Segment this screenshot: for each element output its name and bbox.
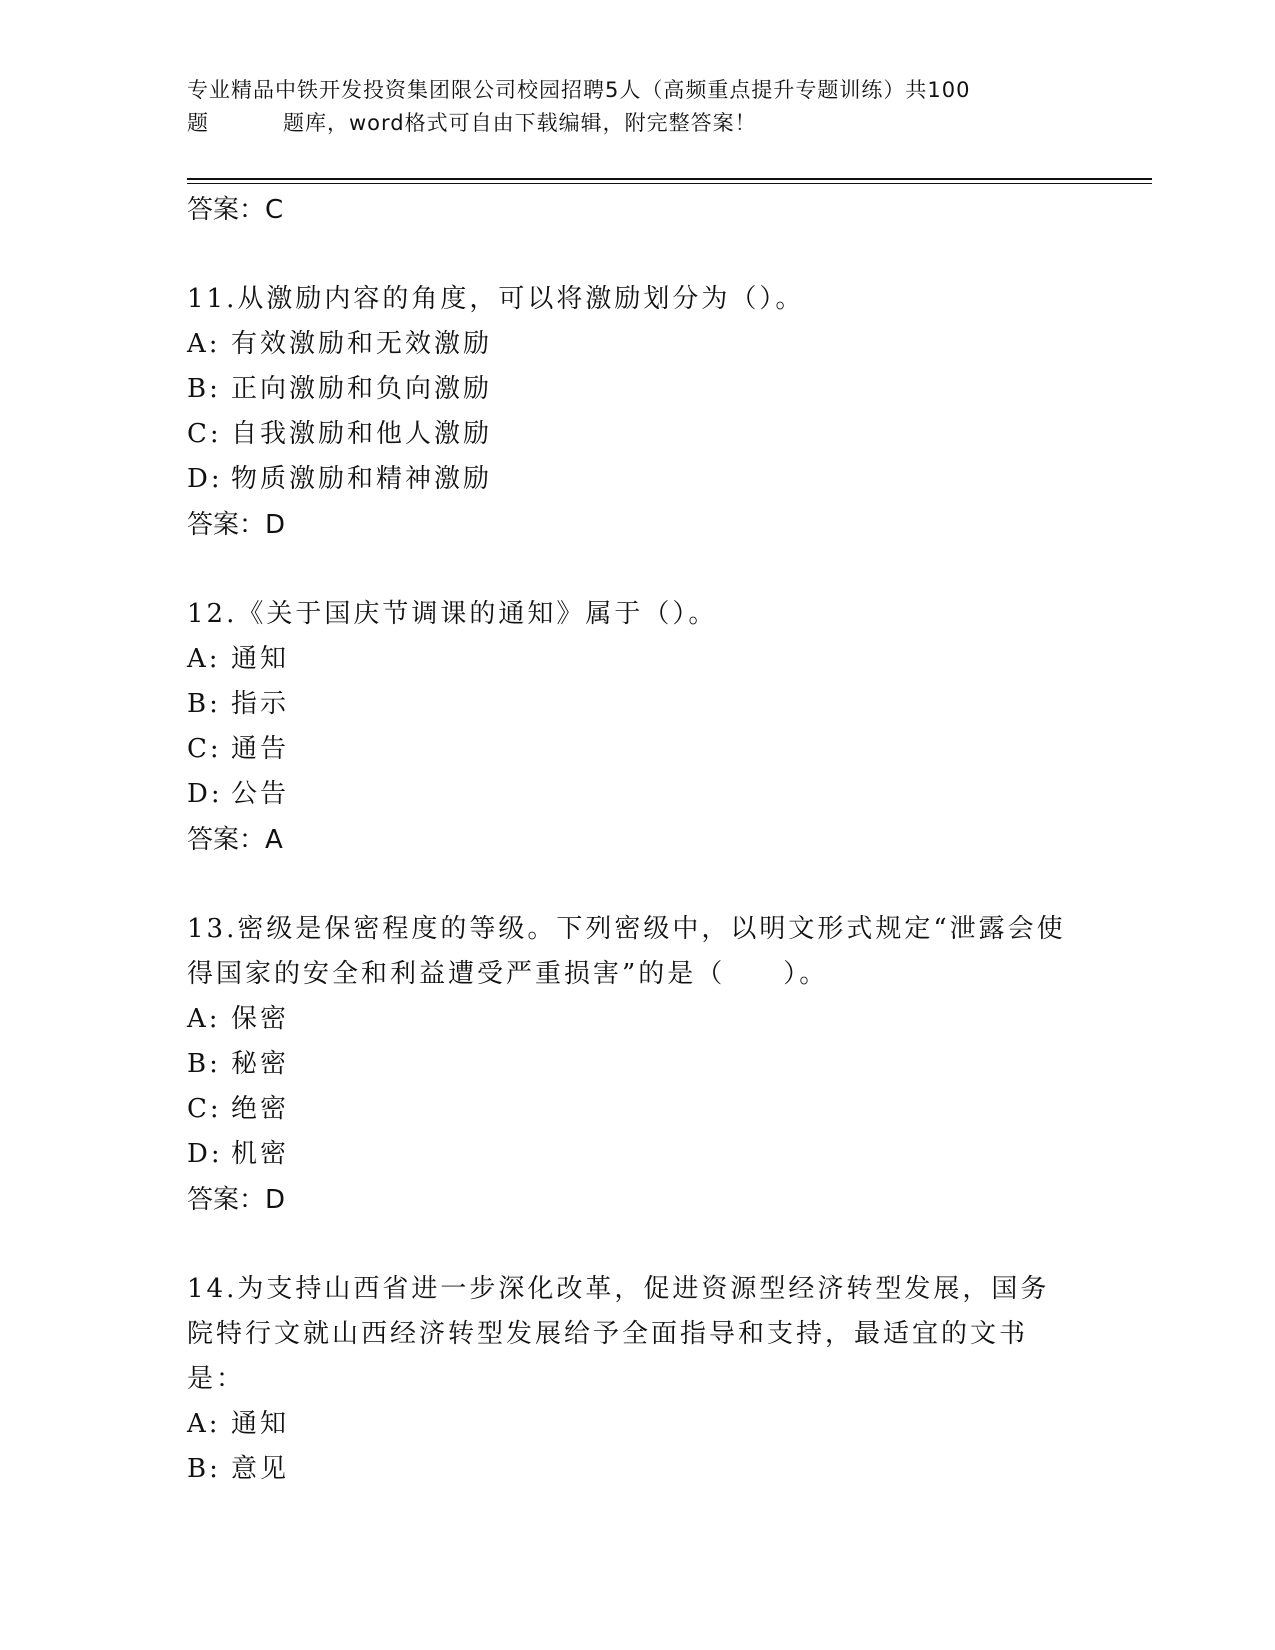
option-line (187, 1087, 1087, 1132)
answer-line: 答案：D (187, 1185, 286, 1215)
option-text: 指示 (231, 689, 290, 719)
question-text: 11.从激励内容的角度，可以将激励划分为（）。 (187, 284, 805, 314)
question-text: 12.《关于国庆节调课的通知》属于（）。 (187, 599, 718, 629)
option-text: 通告 (231, 734, 290, 764)
option-text: 正向激励和负向激励 (231, 374, 493, 404)
option-text: 有效激励和无效激励 (231, 329, 493, 359)
question-text: 13.密级是保密程度的等级。下列密级中，以明文形式规定“泄露会使得国家的安全和利益遭受严重损害”的是（ ）。 (187, 914, 1066, 989)
option-text: 机密 (231, 1139, 290, 1169)
option-text: 保密 (231, 1004, 290, 1034)
option-key: A: (187, 644, 221, 674)
option-key: B: (187, 689, 221, 719)
option-key: C: (187, 734, 222, 764)
answer-line: 答案：C (187, 195, 284, 225)
option-line (187, 367, 1087, 412)
option-key: B: (187, 1454, 221, 1484)
option-line (187, 1132, 1087, 1177)
option-text: 通知 (231, 1409, 290, 1439)
answer-line: 答案：A (187, 825, 283, 855)
question-list (187, 187, 1087, 1492)
option-line (187, 1402, 1087, 1447)
option-text: 通知 (231, 644, 290, 674)
option-key: D: (187, 464, 223, 494)
header-title-line-2 (187, 107, 1087, 140)
option-line (187, 727, 1087, 772)
option-text: 物质激励和精神激励 (231, 464, 493, 494)
question-block (187, 1267, 1087, 1492)
option-line (187, 1042, 1087, 1087)
option-text: 自我激励和他人激励 (231, 419, 493, 449)
option-line (187, 322, 1087, 367)
option-key: D: (187, 1139, 223, 1169)
option-text: 意见 (231, 1454, 290, 1484)
option-text: 秘密 (231, 1049, 290, 1079)
answer-line: 答案：D (187, 510, 286, 540)
option-line (187, 1447, 1087, 1492)
question-block (187, 592, 1087, 863)
option-line (187, 412, 1087, 457)
option-line (187, 637, 1087, 682)
option-text: 公告 (231, 779, 290, 809)
question-text: 14.为支持山西省进一步深化改革，促进资源型经济转型发展，国务院特行文就山西经济转型发展给予全面指导和支持，最适宜的文书是： (187, 1274, 1050, 1394)
option-key: A: (187, 1004, 221, 1034)
option-key: A: (187, 329, 221, 359)
header-title-fragment: 题库，word格式可自由下载编辑，附完整答案！ (283, 111, 757, 135)
question-block (187, 277, 1087, 548)
header-title-line-1: 专业精品中铁开发投资集团限公司校园招聘5人（高频重点提升专题训练）共100 (187, 78, 971, 102)
option-line (187, 772, 1087, 817)
header-divider-thick (187, 178, 1152, 180)
option-key: C: (187, 419, 222, 449)
page-header (187, 74, 1087, 140)
option-key: A: (187, 1409, 221, 1439)
question-block (187, 907, 1087, 1223)
option-line (187, 682, 1087, 727)
option-line (187, 457, 1087, 502)
option-key: C: (187, 1094, 222, 1124)
option-key: B: (187, 374, 221, 404)
option-key: B: (187, 1049, 221, 1079)
option-line (187, 997, 1087, 1042)
option-text: 绝密 (231, 1094, 290, 1124)
header-divider-thin (187, 183, 1152, 184)
header-title-fragment: 题 (187, 111, 209, 135)
option-key: D: (187, 779, 223, 809)
